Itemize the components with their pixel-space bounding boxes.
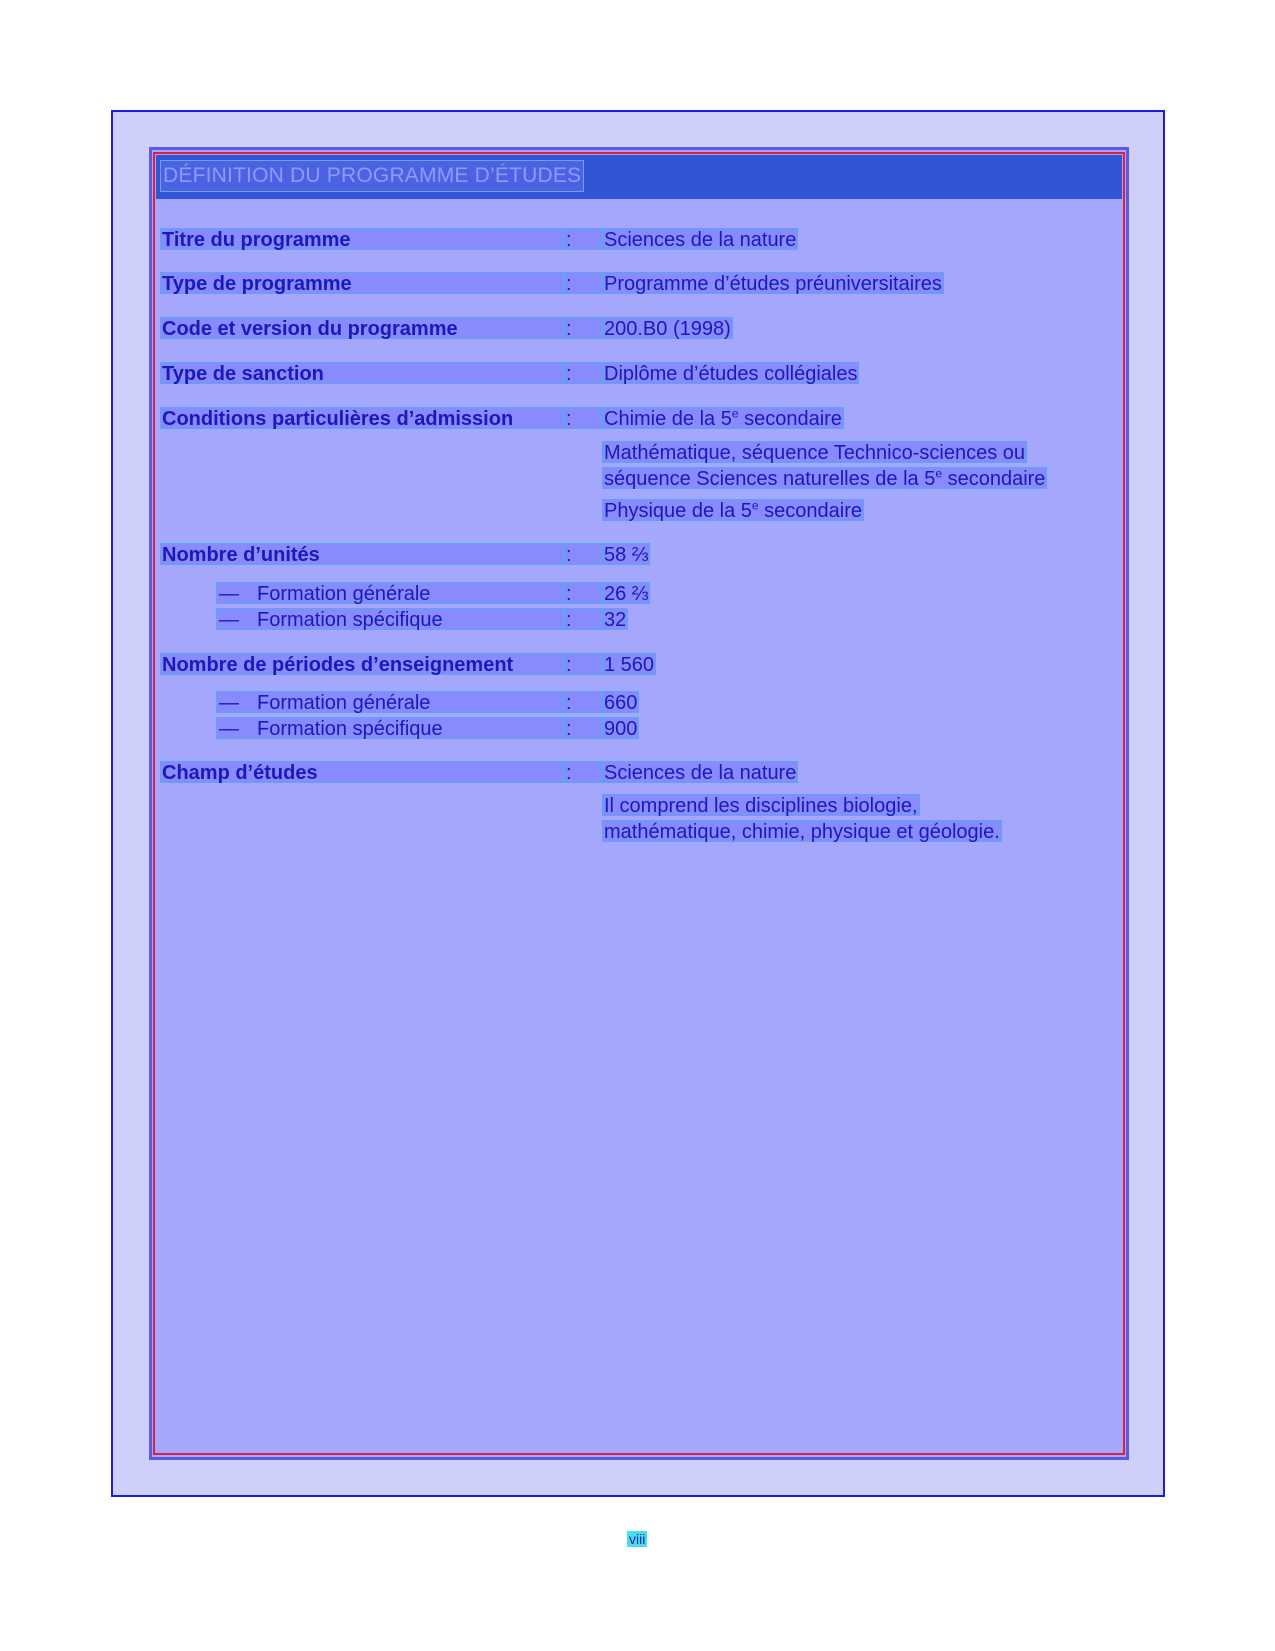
label-type-programme: Type de programme bbox=[160, 272, 564, 294]
value-admission-chimie bbox=[602, 407, 844, 429]
colon: : bbox=[564, 317, 602, 339]
value-periodes-specifique: 900 bbox=[604, 718, 638, 740]
value-periodes-generale: 660 bbox=[604, 692, 638, 714]
secondaire-text: secondaire bbox=[738, 408, 842, 430]
colon: : bbox=[564, 407, 602, 429]
value-titre: Sciences de la nature bbox=[604, 229, 797, 251]
colon: : bbox=[564, 717, 602, 739]
value-champ: Sciences de la nature bbox=[604, 762, 797, 784]
colon: : bbox=[564, 272, 602, 294]
colon: : bbox=[564, 582, 602, 604]
label-champ: Champ d’études bbox=[160, 761, 564, 783]
admission-math-text: séquence Sciences naturelles de la 5 bbox=[604, 468, 936, 490]
value-admission-math-line1: Mathématique, séquence Technico-sciences ou bbox=[604, 442, 1025, 464]
colon: : bbox=[564, 691, 602, 713]
colon: : bbox=[564, 543, 602, 565]
periodes-generale-text: Formation générale bbox=[257, 692, 431, 714]
label-titre: Titre du programme bbox=[160, 228, 564, 250]
value-periodes: 1 560 bbox=[604, 654, 655, 676]
colon: : bbox=[564, 608, 602, 630]
admission-physique-text: Physique de la 5 bbox=[604, 500, 752, 522]
value-type-programme: Programme d’études préuniversitaires bbox=[604, 273, 942, 295]
label-periodes-generale bbox=[216, 691, 564, 713]
value-unites: 58 ⅔ bbox=[604, 544, 649, 566]
label-unites-generale bbox=[216, 582, 564, 604]
dash-bullet: — bbox=[219, 718, 239, 740]
superscript: e bbox=[935, 466, 943, 481]
value-unites-specifique: 32 bbox=[604, 609, 627, 631]
dash-bullet: — bbox=[219, 692, 239, 714]
periodes-specifique-text: Formation spécifique bbox=[257, 718, 443, 740]
value-admission-physique bbox=[602, 499, 864, 521]
label-sanction: Type de sanction bbox=[160, 362, 564, 384]
colon: : bbox=[564, 761, 602, 783]
superscript: e bbox=[731, 406, 739, 421]
unites-generale-text: Formation générale bbox=[257, 583, 431, 605]
value-champ-note-line2: mathématique, chimie, physique et géologie. bbox=[604, 821, 1000, 843]
dash-bullet: — bbox=[219, 583, 239, 605]
value-champ-note-line1: Il comprend les disciplines biologie, bbox=[604, 795, 918, 817]
dash-bullet: — bbox=[219, 609, 239, 631]
value-code: 200.B0 (1998) bbox=[604, 318, 731, 340]
secondaire-text: secondaire bbox=[758, 500, 862, 522]
colon: : bbox=[564, 228, 602, 250]
label-admission: Conditions particulières d’admission bbox=[160, 407, 564, 429]
page-title: DÉFINITION DU PROGRAMME D’ÉTUDES bbox=[160, 160, 584, 192]
value-sanction: Diplôme d’études collégiales bbox=[604, 363, 858, 385]
value-admission-math-line2 bbox=[602, 467, 1047, 489]
label-code: Code et version du programme bbox=[160, 317, 564, 339]
label-unites-specifique bbox=[216, 608, 564, 630]
label-periodes-specifique bbox=[216, 717, 564, 739]
label-periodes: Nombre de périodes d’enseignement bbox=[160, 653, 564, 675]
colon: : bbox=[564, 653, 602, 675]
secondaire-text: secondaire bbox=[942, 468, 1046, 490]
colon: : bbox=[564, 362, 602, 384]
value-unites-generale: 26 ⅔ bbox=[604, 583, 649, 605]
page-number: viii bbox=[629, 1531, 646, 1547]
unites-specifique-text: Formation spécifique bbox=[257, 609, 443, 631]
superscript: e bbox=[751, 498, 759, 513]
admission-chimie-text: Chimie de la 5 bbox=[604, 408, 732, 430]
label-unites: Nombre d’unités bbox=[160, 543, 564, 565]
